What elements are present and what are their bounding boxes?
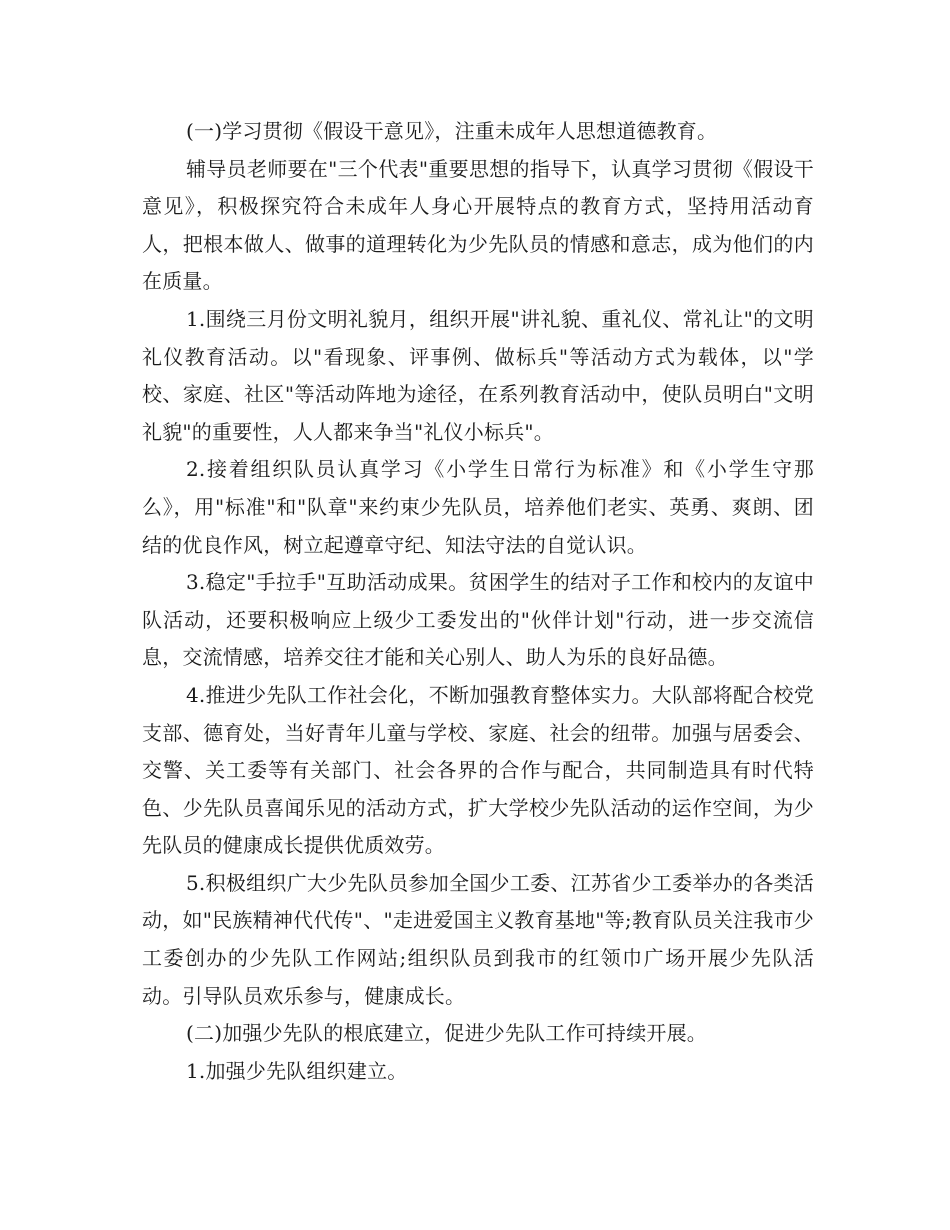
- paragraph-intro: 辅导员老师要在"三个代表"重要思想的指导下，认真学习贯彻《假设干意见》，积极探究符合未成年人身心开展特点的教育方式，坚持用活动育人，把根本做人、做事的道理转化为少先队员的情感和意志，成为他们的内在质量。: [142, 156, 814, 294]
- section-heading-one: (一)学习贯彻《假设干意见》，注重未成年人思想道德教育。: [186, 119, 718, 143]
- paragraph-item-4: 4.推进少先队工作社会化，不断加强教育整体实力。大队部将配合校党支部、德育处，当好青年儿童与学校、家庭、社会的纽带。加强与居委会、交警、关工委等有关部门、社会各界的合作与配合，共同制造具有时代特色、少先队员喜闻乐见的活动方式，扩大学校少先队活动的运作空间，为少先队员的健康成长提供优质效劳。: [142, 682, 814, 858]
- paragraph-item-3: 3.稳定"手拉手"互助活动成果。贫困学生的结对子工作和校内的友谊中队活动，还要积极响应上级少工委发出的"伙伴计划"行动，进一步交流信息，交流情感，培养交往才能和关心别人、助人为乐的良好品德。: [142, 570, 814, 670]
- paragraph-item-1: 1.围绕三月份文明礼貌月，组织开展"讲礼貌、重礼仪、常礼让"的文明礼仪教育活动。以"看现象、评事例、做标兵"等活动方式为载体，以"学校、家庭、社区"等活动阵地为途径，在系列教育活动中，使队员明白"文明礼貌"的重要性，人人都来争当"礼仪小标兵"。: [142, 306, 814, 444]
- paragraph-subitem-1: 1.加强少先队组织建立。: [186, 1058, 408, 1083]
- paragraph-item-5: 5.积极组织广大少先队员参加全国少工委、江苏省少工委举办的各类活动，如"民族精神代代传"、"走进爱国主义教育基地"等;教育队员关注我市少工委创办的少先队工作网站;组织队员到我市的红领巾广场开展少先队活动。引导队员欢乐参与，健康成长。: [142, 870, 814, 1008]
- document-body: [142, 113, 814, 1090]
- section-heading-two: (二)加强少先队的根底建立，促进少先队工作可持续开展。: [186, 1021, 708, 1046]
- paragraph-item-2: 2.接着组织队员认真学习《小学生日常行为标准》和《小学生守那么》，用"标准"和"队章"来约束少先队员，培养他们老实、英勇、爽朗、团结的优良作风，树立起遵章守纪、知法守法的自觉认识。: [142, 457, 814, 557]
